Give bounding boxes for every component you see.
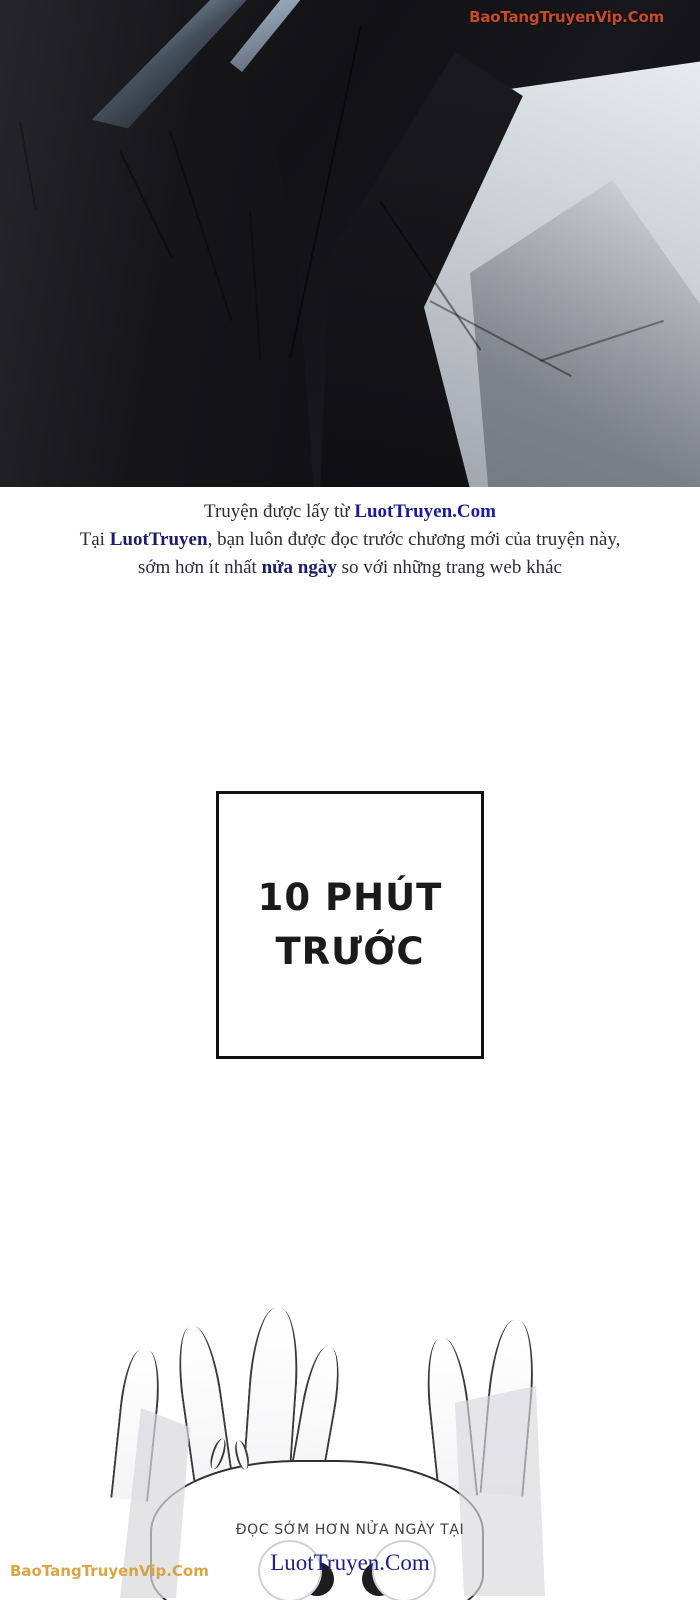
panel-watermark: BaoTangTruyenVip.Com bbox=[469, 8, 664, 26]
promo-brand-name: LuotTruyen bbox=[109, 529, 208, 550]
promo-line-2 bbox=[0, 526, 700, 554]
time-skip-line-2: TRƯỚC bbox=[275, 930, 425, 973]
footer-note: ĐỌC SỚM HƠN NỬA NGÀY TẠI bbox=[235, 1522, 465, 1538]
time-skip-line-1: 10 PHÚT bbox=[257, 876, 443, 919]
promo-brand-link[interactable]: LuotTruyen.Com bbox=[354, 501, 496, 522]
promo-line-1-prefix: Truyện được lấy từ bbox=[204, 501, 355, 522]
promo-line-2-suffix: , bạn luôn được đọc trước chương mới của truyện này, bbox=[207, 529, 621, 550]
promo-text-block bbox=[0, 498, 700, 582]
time-skip-caption-box bbox=[216, 791, 484, 1059]
promo-line-3 bbox=[0, 554, 700, 582]
promo-line-2-prefix: Tại bbox=[79, 529, 110, 550]
promo-emphasis: nửa ngày bbox=[261, 557, 337, 578]
corner-watermark: BaoTangTruyenVip.Com bbox=[10, 1562, 209, 1580]
promo-line-3-prefix: sớm hơn ít nhất bbox=[138, 557, 262, 578]
promo-line-3-suffix: so với những trang web khác bbox=[336, 557, 562, 578]
comic-panel-top bbox=[0, 0, 700, 487]
footer-brand-link[interactable]: LuotTruyen.Com bbox=[270, 1550, 430, 1575]
promo-line-1 bbox=[0, 498, 700, 526]
